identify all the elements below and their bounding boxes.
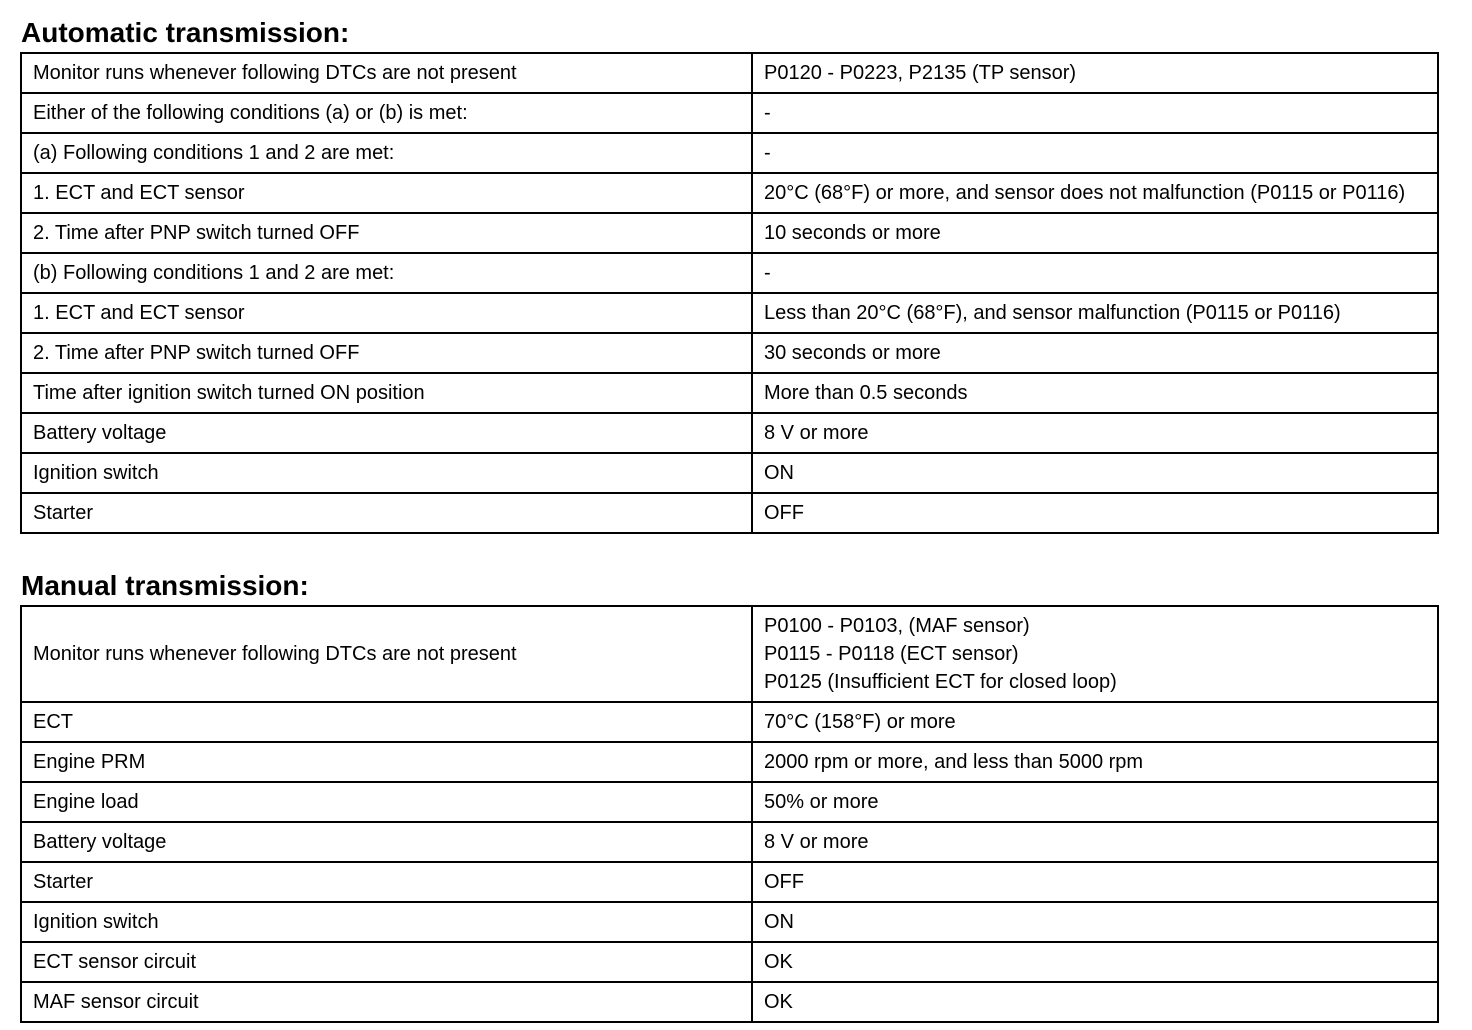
table-row — [21, 822, 1438, 862]
value-cell — [752, 453, 1438, 493]
value-cell — [752, 213, 1438, 253]
value-line: 30 seconds or more — [764, 342, 941, 364]
value-cell — [752, 133, 1438, 173]
value-cell — [752, 982, 1438, 1022]
automatic-transmission-section — [20, 14, 1439, 534]
condition-cell: (b) Following conditions 1 and 2 are met: — [21, 253, 752, 293]
value-line: 50% or more — [764, 791, 879, 813]
table-row — [21, 493, 1438, 533]
value-cell — [752, 606, 1438, 702]
table-row — [21, 373, 1438, 413]
table-row — [21, 902, 1438, 942]
condition-cell: 1. ECT and ECT sensor — [21, 173, 752, 213]
value-cell — [752, 173, 1438, 213]
value-line: OK — [764, 991, 793, 1013]
value-line: Less than 20°C (68°F), and sensor malfunction (P0115 or P0116) — [764, 302, 1341, 324]
condition-cell: 2. Time after PNP switch turned OFF — [21, 333, 752, 373]
value-cell — [752, 253, 1438, 293]
table-row — [21, 782, 1438, 822]
value-line: OK — [764, 951, 793, 973]
table-row — [21, 133, 1438, 173]
value-cell — [752, 902, 1438, 942]
value-line: P0125 (Insufficient ECT for closed loop) — [764, 671, 1117, 693]
condition-cell: Monitor runs whenever following DTCs are not present — [21, 53, 752, 93]
table-row — [21, 213, 1438, 253]
table-row — [21, 942, 1438, 982]
value-cell — [752, 293, 1438, 333]
table-row — [21, 862, 1438, 902]
value-cell — [752, 413, 1438, 453]
value-line: ON — [764, 462, 794, 484]
table-row — [21, 93, 1438, 133]
value-cell — [752, 782, 1438, 822]
table-row — [21, 253, 1438, 293]
table-row — [21, 742, 1438, 782]
condition-cell: Ignition switch — [21, 902, 752, 942]
condition-cell: Engine PRM — [21, 742, 752, 782]
value-line: ON — [764, 911, 794, 933]
value-cell — [752, 93, 1438, 133]
table-row — [21, 293, 1438, 333]
condition-cell: 2. Time after PNP switch turned OFF — [21, 213, 752, 253]
manual-transmission-title: Manual transmission: — [21, 570, 309, 601]
condition-cell: 1. ECT and ECT sensor — [21, 293, 752, 333]
value-cell — [752, 862, 1438, 902]
value-cell — [752, 822, 1438, 862]
manual-transmission-section — [20, 567, 1439, 1023]
condition-cell: Monitor runs whenever following DTCs are not present — [21, 606, 752, 702]
value-cell — [752, 333, 1438, 373]
value-cell — [752, 493, 1438, 533]
value-line: - — [764, 102, 771, 124]
condition-cell: Ignition switch — [21, 453, 752, 493]
table-row — [21, 413, 1438, 453]
value-line: OFF — [764, 502, 804, 524]
table-row — [21, 606, 1438, 702]
value-line: 8 V or more — [764, 831, 869, 853]
condition-cell: MAF sensor circuit — [21, 982, 752, 1022]
table-row — [21, 982, 1438, 1022]
value-line: P0120 - P0223, P2135 (TP sensor) — [764, 62, 1077, 84]
value-cell — [752, 373, 1438, 413]
value-line: 70°C (158°F) or more — [764, 711, 956, 733]
table-row — [21, 333, 1438, 373]
value-cell — [752, 702, 1438, 742]
value-cell — [752, 742, 1438, 782]
condition-cell: Time after ignition switch turned ON position — [21, 373, 752, 413]
value-line: 20°C (68°F) or more, and sensor does not malfunction (P0115 or P0116) — [764, 182, 1406, 204]
value-line: 8 V or more — [764, 422, 869, 444]
value-line: - — [764, 262, 771, 284]
value-line: P0100 - P0103, (MAF sensor) — [764, 615, 1030, 637]
automatic-conditions-table — [20, 52, 1439, 534]
table-row — [21, 453, 1438, 493]
condition-cell: Either of the following conditions (a) or (b) is met: — [21, 93, 752, 133]
condition-cell: Battery voltage — [21, 822, 752, 862]
value-line: OFF — [764, 871, 804, 893]
value-line: - — [764, 142, 771, 164]
value-line: More than 0.5 seconds — [764, 382, 968, 404]
table-row — [21, 702, 1438, 742]
table-row — [21, 173, 1438, 213]
condition-cell: Engine load — [21, 782, 752, 822]
value-cell — [752, 942, 1438, 982]
condition-cell: ECT sensor circuit — [21, 942, 752, 982]
value-line: P0115 - P0118 (ECT sensor) — [764, 643, 1019, 665]
value-line: 2000 rpm or more, and less than 5000 rpm — [764, 751, 1144, 773]
value-cell — [752, 53, 1438, 93]
condition-cell: ECT — [21, 702, 752, 742]
automatic-transmission-title: Automatic transmission: — [21, 17, 350, 48]
table-row — [21, 53, 1438, 93]
condition-cell: Starter — [21, 493, 752, 533]
condition-cell: Starter — [21, 862, 752, 902]
condition-cell: (a) Following conditions 1 and 2 are met: — [21, 133, 752, 173]
manual-conditions-table — [20, 605, 1439, 1023]
condition-cell: Battery voltage — [21, 413, 752, 453]
value-line: 10 seconds or more — [764, 222, 941, 244]
